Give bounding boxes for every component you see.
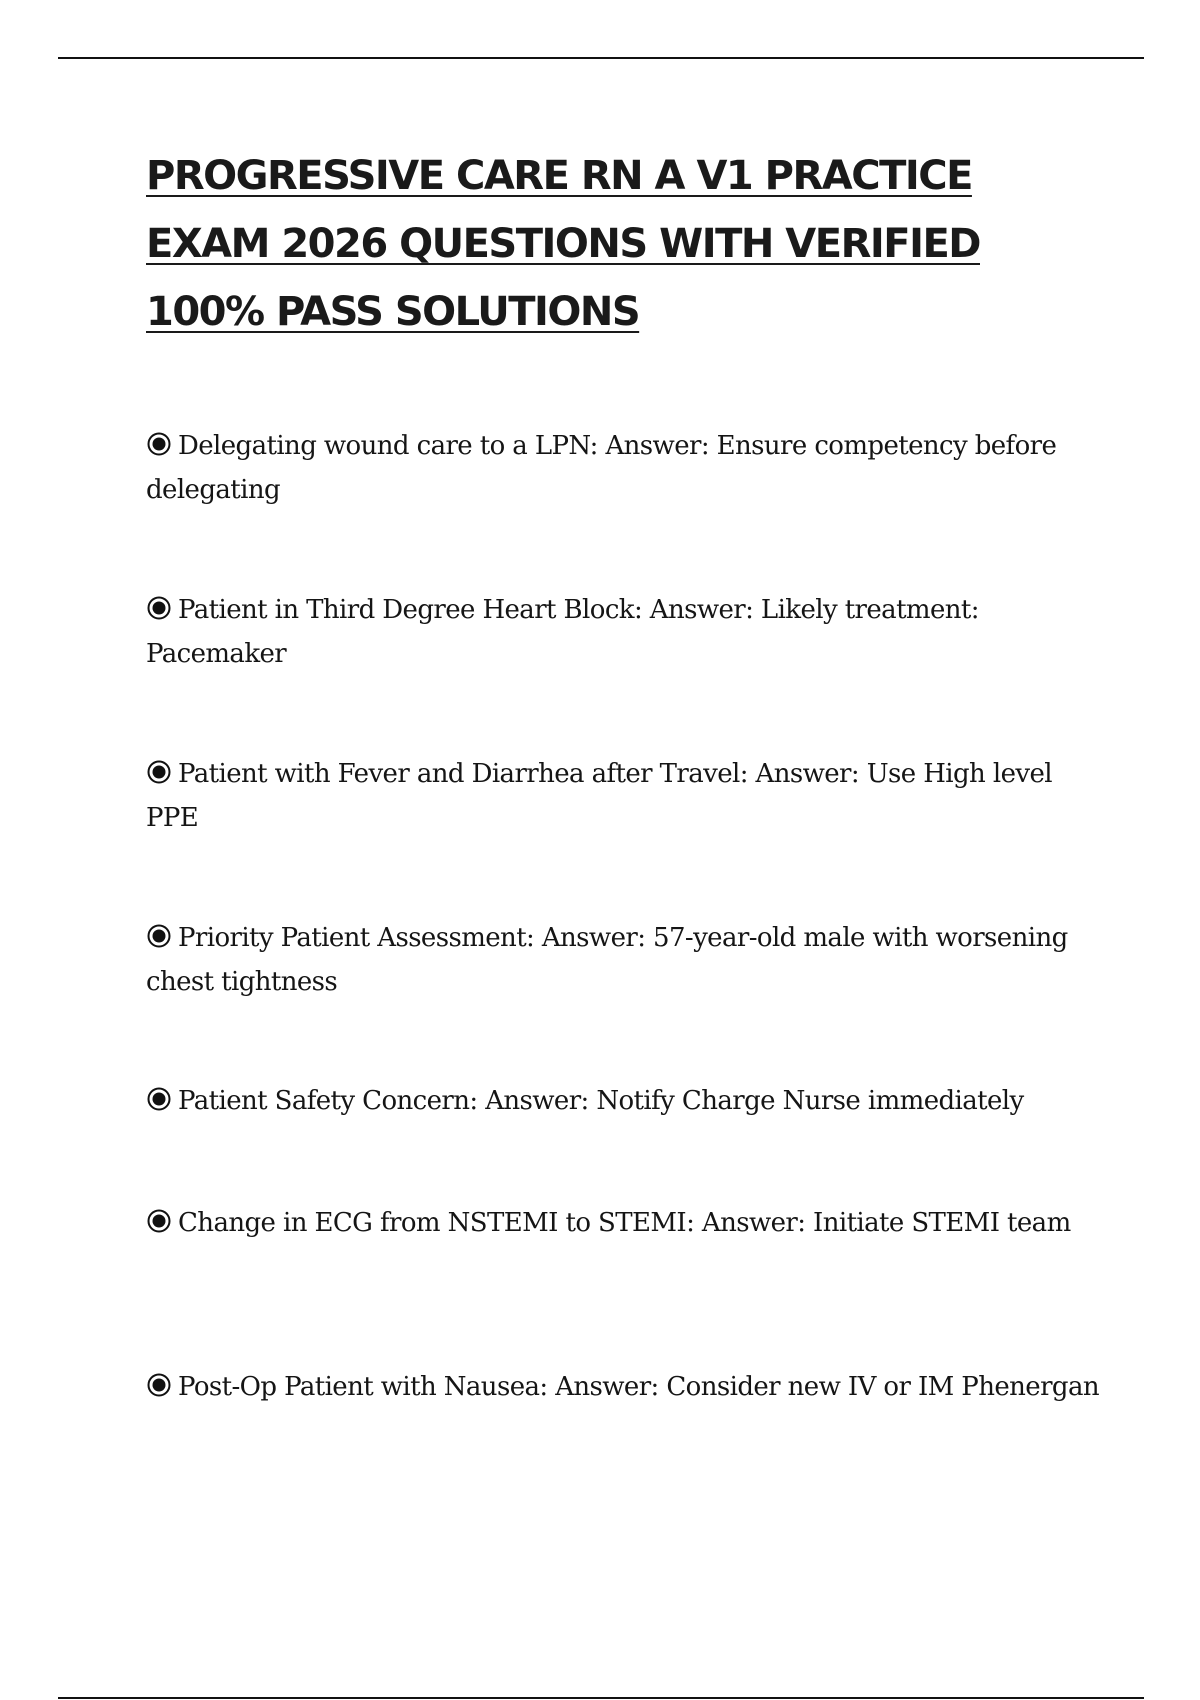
- qa-item: [146, 1201, 1106, 1245]
- fisheye-bullet-icon: [146, 595, 172, 621]
- qa-item-text: Patient Safety Concern: Answer: Notify Charge Nurse immediately: [178, 1086, 1024, 1116]
- fisheye-bullet-icon: [146, 1208, 172, 1234]
- qa-item-text: Delegating wound care to a LPN: Answer: Ensure competency before delegating: [146, 431, 1057, 505]
- qa-item: [146, 588, 1106, 676]
- fisheye-bullet-icon: [146, 1372, 172, 1398]
- qa-item: [146, 752, 1106, 840]
- qa-item: [146, 424, 1106, 512]
- fisheye-bullet-icon: [146, 759, 172, 785]
- document-title: PROGRESSIVE CARE RN A V1 PRACTICE EXAM 2026 QUESTIONS WITH VERIFIED 100% PASS SOLUTIONS: [146, 153, 980, 335]
- bottom-rule: [58, 1697, 1144, 1699]
- qa-item-text: Patient with Fever and Diarrhea after Travel: Answer: Use High level PPE: [146, 759, 1052, 833]
- qa-item-text: Patient in Third Degree Heart Block: Answer: Likely treatment: Pacemaker: [146, 595, 979, 669]
- fisheye-bullet-icon: [146, 923, 172, 949]
- qa-item-text: Post-Op Patient with Nausea: Answer: Consider new IV or IM Phenergan: [178, 1372, 1099, 1402]
- fisheye-bullet-icon: [146, 431, 172, 457]
- qa-item-text: Change in ECG from NSTEMI to STEMI: Answer: Initiate STEMI team: [178, 1208, 1071, 1238]
- qa-item-text: Priority Patient Assessment: Answer: 57-year-old male with worsening chest tightness: [146, 923, 1068, 997]
- top-rule: [58, 57, 1144, 59]
- qa-item: [146, 916, 1106, 1004]
- qa-item: [146, 1365, 1106, 1409]
- qa-item: [146, 1079, 1106, 1123]
- fisheye-bullet-icon: [146, 1086, 172, 1112]
